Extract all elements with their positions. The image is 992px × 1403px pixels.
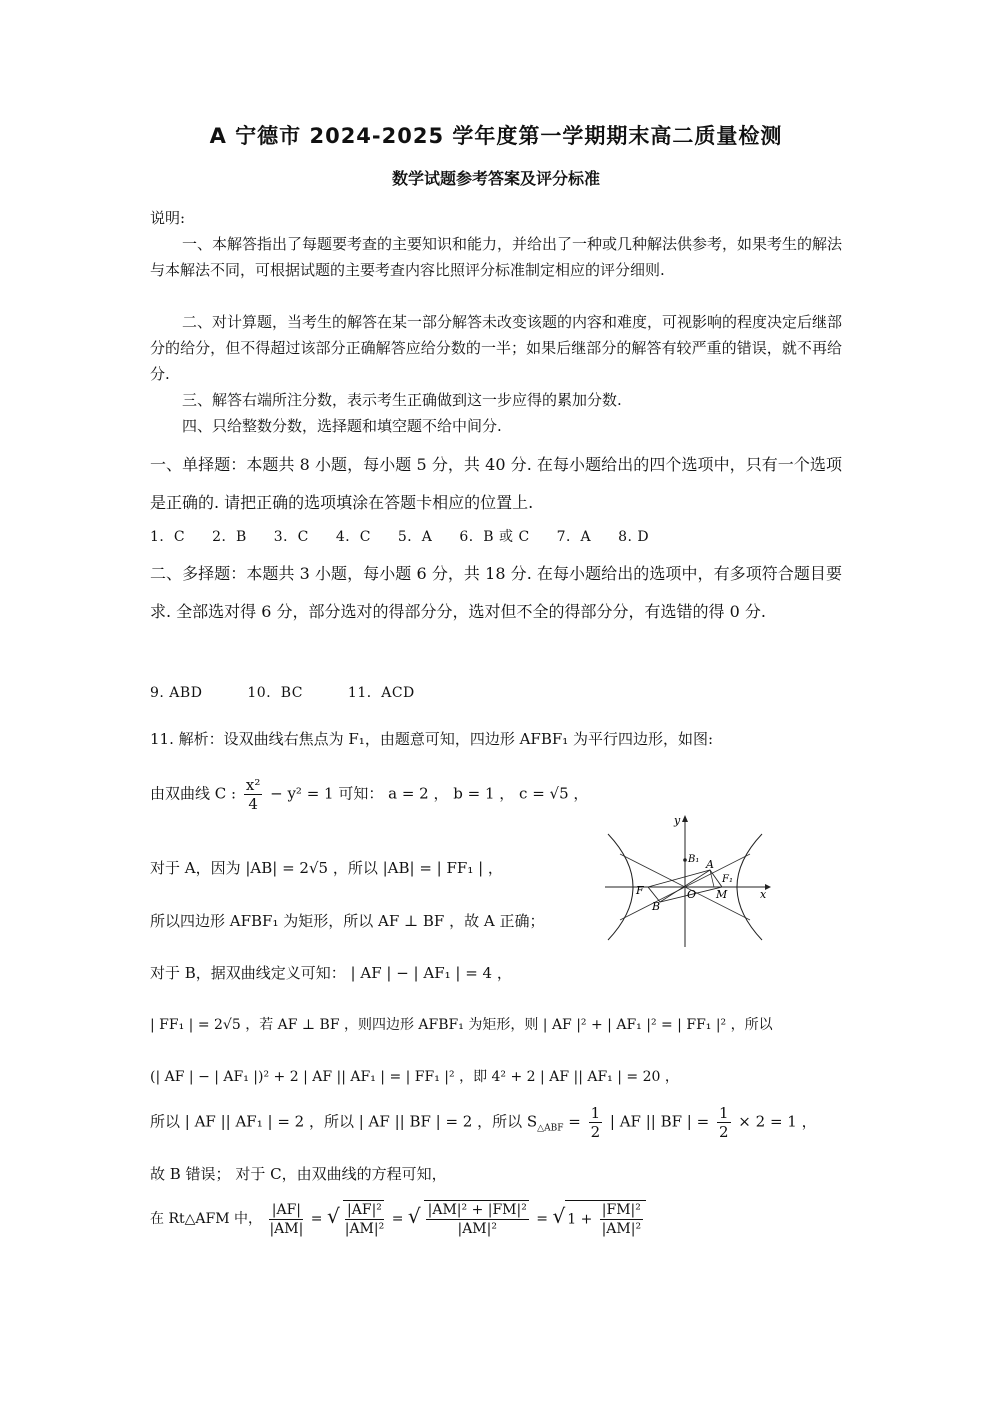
frac-den: 2	[718, 1123, 729, 1141]
answer-4: 4．C	[335, 529, 371, 545]
page-title: A 宁德市 2024-2025 学年度第一学期期末高二质量检测	[209, 124, 783, 148]
notes-label: 说明:	[150, 209, 186, 227]
equals-2: =	[391, 1211, 404, 1227]
equals-1: =	[310, 1211, 323, 1227]
answer-8: 8. D	[618, 529, 650, 545]
solution-line-1	[150, 776, 588, 813]
frac-num: |AF|²	[345, 1201, 385, 1220]
label-y: y	[674, 814, 681, 827]
frac-num: 1	[718, 1104, 729, 1122]
solution-line-8: 故 B 错误； 对于 C，由双曲线的方程可知，	[150, 1165, 447, 1183]
solution-line-9: 在 Rt△AFM 中， $\frac{|AF|}{|AM|}$ = √ $\frac{\text{|AF|²}}{\text{|AM|²}}$ = √ $\frac{\text{|AM|² + |FM|²}}{\text{|AM|²}}$ = √ 1 + $\frac{\text{|FM|²}}{\text{|AM|²}}$	[150, 1200, 646, 1238]
sqrt-group	[565, 1200, 646, 1238]
frac-den: 4	[248, 795, 258, 813]
solution-line-5: | FF₁ | = 2√5 ，若 AF ⊥ BF ，则四边形 AFBF₁ 为矩形，则 | AF |² + | AF₁ |² = | FF₁ |² ，所以	[150, 1017, 773, 1033]
l9-a: 在 Rt△AFM 中，	[150, 1211, 262, 1227]
l7-sub: △ABF	[537, 1123, 564, 1134]
answer-5: 5．A	[397, 529, 433, 545]
l1-prefix: 由双曲线 C :	[150, 784, 237, 803]
frac-num: 1	[590, 1104, 601, 1122]
label-x: x	[760, 888, 767, 901]
fraction-sq-2	[424, 1200, 529, 1238]
frac-den: |AM|²	[344, 1221, 385, 1237]
fraction-half-2	[717, 1104, 731, 1141]
label-b1: B₁	[688, 854, 700, 865]
solution-line-3: 所以四边形 AFBF₁ 为矩形，所以 AF ⊥ BF ，故 A 正确；	[150, 912, 545, 930]
l7-b: | AF || BF | =	[609, 1112, 710, 1131]
label-m: M	[716, 888, 728, 901]
section2-answers	[150, 682, 437, 702]
answer-11: 11．ACD	[347, 685, 415, 701]
label-f: F	[636, 884, 644, 897]
frac-num: |AF|	[269, 1201, 303, 1220]
answer-7: 7．A	[556, 529, 592, 545]
label-b: B	[652, 900, 661, 913]
fraction-fm-am	[600, 1201, 643, 1238]
frac-den: |AM|²	[457, 1221, 497, 1237]
page-subtitle: 数学试题参考答案及评分标准	[391, 169, 600, 188]
answer-1: 1．C	[150, 529, 186, 545]
solution-line-7: 所以 | AF || AF₁ | = 2 ，所以 | AF || BF | = 2 ，所以 $S_{\triangle ABF}$ = $\frac{1}{2}$ | AF || BF | = $\frac{1}{2}$ × 2 = 1 ，	[150, 1104, 817, 1141]
frac-num: |AM|² + |FM|²	[427, 1202, 527, 1218]
note-item-1: 一、本解答指出了每题要考查的主要知识和能力，并给出了一种或几种解法供参考，如果考生的解法与本解法不同，可根据试题的主要考查内容比照评分标准制定相应的评分细则.	[150, 235, 843, 279]
answer-3: 3．C	[273, 529, 309, 545]
frac-den: 2	[590, 1123, 601, 1141]
y-axis-arrow	[682, 815, 688, 822]
fraction-af-am	[269, 1201, 303, 1238]
solution-intro: 11. 解析：设双曲线右焦点为 F₁，由题意可知，四边形 AFBF₁ 为平行四边形，如图:	[150, 730, 714, 748]
note-item-2: 二、对计算题，当考生的解答在某一部分解答未改变该题的内容和难度，可视影响的程度决定后继部分的给分，但不得超过该部分正确解答应给分数的一半；如果后继部分的解答有较严重的错误，就不再给分.	[150, 313, 843, 383]
solution-line-4: 对于 B，据双曲线定义可知： | AF | − | AF₁ | = 4 ，	[150, 964, 512, 982]
solution-line-6: (| AF | − | AF₁ |)² + 2 | AF || AF₁ | = | FF₁ |² ，即 4² + 2 | AF || AF₁ | = 20 ，	[150, 1069, 679, 1085]
section1-answers	[150, 526, 671, 546]
note-item-3: 三、解答右端所注分数，表示考生正确做到这一步应得的累加分数.	[182, 391, 622, 409]
l7-c: × 2 = 1 ，	[738, 1112, 817, 1131]
section1-heading: 一、单择题：本题共 8 小题，每小题 5 分，共 40 分. 在每小题给出的四个选项中，只有一个选项是正确的. 请把正确的选项填涂在答题卡相应的位置上.	[150, 455, 842, 512]
note-item-4: 四、只给整数分数，选择题和填空题不给中间分.	[182, 417, 502, 435]
hyperbola-figure	[600, 812, 780, 950]
answer-10: 10．BC	[247, 685, 303, 701]
label-f1: F₁	[722, 874, 733, 885]
point-b1	[683, 858, 687, 862]
one-plus: 1 +	[567, 1211, 593, 1228]
label-a: A	[706, 858, 714, 871]
label-o: O	[687, 888, 697, 901]
l7-a: 所以 | AF || AF₁ | = 2 ，所以 | AF || BF | = 2 ，所以 S	[150, 1112, 538, 1131]
solution-line-2: 对于 A，因为 |AB| = 2√5 ，所以 |AB| = | FF₁ | ，	[150, 859, 503, 877]
answer-2: 2．B	[212, 529, 247, 545]
equals-3: =	[536, 1211, 549, 1227]
frac-den: |AM|	[269, 1220, 304, 1237]
fraction-half-1	[589, 1104, 603, 1141]
fraction-sq-1	[343, 1200, 385, 1238]
frac-num: x²	[245, 776, 261, 794]
fraction-x2-over-4	[244, 776, 262, 813]
l1-rest: − y² = 1 可知： a = 2 ， b = 1 ， c = √5 ，	[270, 784, 589, 803]
answer-9: 9. ABD	[150, 685, 203, 701]
frac-den: |AM|²	[601, 1221, 642, 1237]
answer-6: 6．B 或 C	[459, 529, 530, 545]
frac-num: |FM|²	[601, 1202, 641, 1218]
section2-heading: 二、多择题：本题共 3 小题，每小题 6 分，共 18 分. 在每小题给出的选项中，有多项符合题目要求. 全部选对得 6 分，部分选对的得部分分，选对但不全的得部分分，有选错的得 0 分.	[150, 564, 842, 621]
